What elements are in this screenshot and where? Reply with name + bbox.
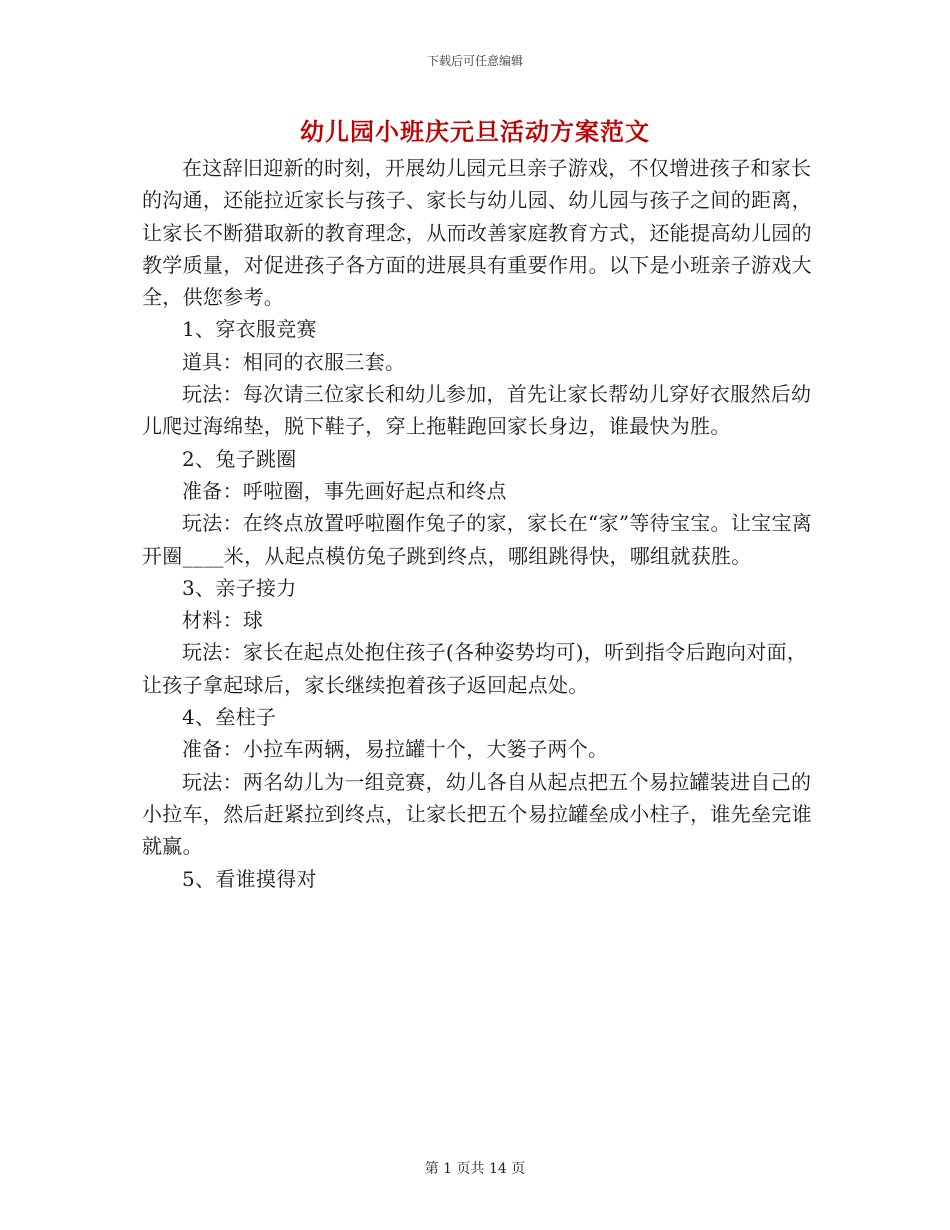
paragraph-rules-4: 玩法：两名幼儿为一组竞赛，幼儿各自从起点把五个易拉罐装进自己的小拉车，然后赶紧拉到终点，让家长把五个易拉罐垒成小柱子，谁先垒完谁就赢。 [142, 769, 812, 859]
document-body [142, 152, 814, 895]
section-heading-5: 5、看谁摸得对 [182, 866, 317, 891]
header-note: 下载后可任意编辑 [426, 54, 523, 68]
paragraph-props-1: 道具：相同的衣服三套。 [182, 349, 406, 374]
paragraph-prep-2: 准备：呼啦圈，事先画好起点和终点 [182, 478, 507, 503]
paragraph-rules-3: 玩法：家长在起点处抱住孩子(各种姿势均可)，听到指令后跑向对面，让孩子拿起球后，家长继续抱着孩子返回起点处。 [142, 640, 808, 697]
paragraph-rules-1: 玩法：每次请三位家长和幼儿参加，首先让家长帮幼儿穿好衣服然后幼儿爬过海绵垫，脱下鞋子，穿上拖鞋跑回家长身边，谁最快为胜。 [142, 382, 812, 439]
page-footer: 第 1 页共 14 页 [424, 1161, 526, 1177]
section-heading-2: 2、兔子跳圈 [182, 446, 297, 471]
paragraph-prep-4: 准备：小拉车两辆，易拉罐十个，大篓子两个。 [182, 737, 609, 762]
intro-paragraph: 在这辞旧迎新的时刻，开展幼儿园元旦亲子游戏，不仅增进孩子和家长的沟通，还能拉近家长与孩子、家长与幼儿园、幼儿园与孩子之间的距离，让家长不断猎取新的教育理念，从而改善家庭教育方式，还能提高幼儿园的教学质量，对促进孩子各方面的进展具有重要作用。以下是小班亲子游戏大全，供您参考。 [142, 156, 812, 310]
paragraph-materials-3: 材料：球 [182, 608, 264, 633]
paragraph-rules-2: 玩法：在终点放置呼啦圈作兔子的家，家长在“家”等待宝宝。让宝宝离开圈____米，从起点模仿兔子跳到终点，哪组跳得快，哪组就获胜。 [142, 511, 813, 568]
section-heading-1: 1、穿衣服竞赛 [182, 317, 317, 342]
section-heading-3: 3、亲子接力 [182, 575, 297, 600]
document-title: 幼儿园小班庆元旦活动方案范文 [300, 117, 650, 146]
section-heading-4: 4、垒柱子 [182, 705, 277, 730]
